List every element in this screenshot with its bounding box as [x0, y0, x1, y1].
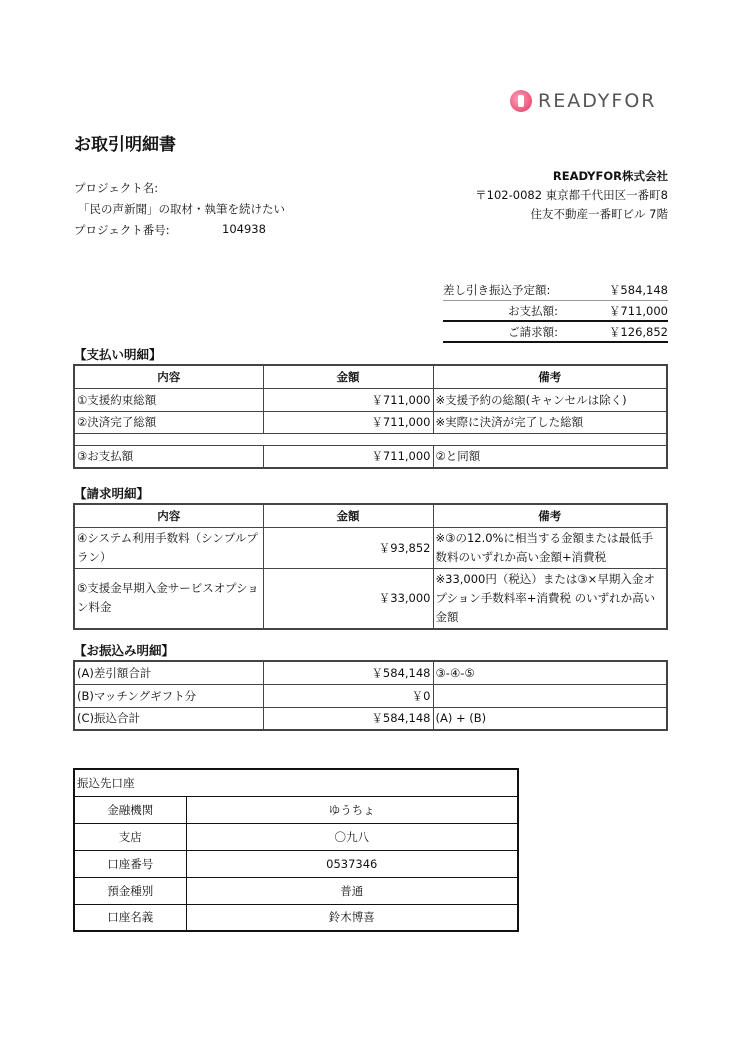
logo-text: READYFOR — [538, 90, 657, 112]
bank-value: 普通 — [186, 877, 518, 904]
company-name: READYFOR株式会社 — [552, 169, 668, 183]
project-name-label: プロジェクト名: — [74, 181, 159, 195]
summary-label: ご請求額: — [508, 324, 558, 339]
cell-amount: ￥711,000 — [263, 388, 433, 411]
table-row — [74, 796, 518, 823]
summary-value: ￥711,000 — [608, 303, 668, 318]
summary-label: 差し引き振込予定額: — [443, 283, 551, 297]
cell-content: ①支援約束総額 — [74, 388, 263, 411]
spacer-row — [74, 433, 667, 445]
cell-note: ※33,000円（税込）または③×早期入金オプション手数料率+消費税 のいずれか高い金額 — [433, 568, 667, 629]
summary-row — [443, 280, 668, 301]
bank-value: 鈴木博喜 — [186, 904, 518, 931]
billing-section-title: 【請求明細】 — [74, 486, 150, 501]
header-note: 備考 — [433, 504, 667, 527]
cell-note — [433, 684, 667, 707]
company-address-2: 住友不動産一番町ビル 7階 — [530, 207, 668, 221]
bank-account-table — [73, 768, 519, 932]
cell-amount: ￥584,148 — [263, 707, 433, 730]
cell-content: ⑤支援金早期入金サービスオプション料金 — [74, 568, 263, 629]
table-row — [74, 568, 667, 629]
bank-label: 口座番号 — [74, 850, 186, 877]
page-title: お取引明細書 — [74, 135, 176, 155]
readyfor-logo — [510, 90, 657, 112]
cell-amount: ￥584,148 — [263, 661, 433, 684]
cell-note: ②と同額 — [433, 445, 667, 468]
summary-box — [443, 280, 668, 343]
table-row — [74, 877, 518, 904]
cell-amount: ￥711,000 — [263, 411, 433, 433]
header-content: 内容 — [74, 365, 263, 388]
table-row — [74, 661, 667, 684]
header-note: 備考 — [433, 365, 667, 388]
logo-mark-icon — [510, 90, 532, 112]
cell-content: ③お支払額 — [74, 445, 263, 468]
cell-note: ※実際に決済が完了した総額 — [433, 411, 667, 433]
cell-content: ④システム利用手数料（シンプルプラン） — [74, 527, 263, 568]
table-row — [74, 445, 667, 468]
bank-value: 〇九八 — [186, 823, 518, 850]
table-row — [74, 388, 667, 411]
cell-note: ※③の12.0%に相当する金額または最低手数料のいずれか高い金額+消費税 — [433, 527, 667, 568]
bank-label: 金融機関 — [74, 796, 186, 823]
bank-label: 支店 — [74, 823, 186, 850]
cell-content: (B)マッチングギフト分 — [74, 684, 263, 707]
bank-value: 0537346 — [186, 850, 518, 877]
cell-content: ②決済完了総額 — [74, 411, 263, 433]
payment-section-title: 【支払い明細】 — [74, 347, 162, 362]
table-row — [74, 904, 518, 931]
project-id-label: プロジェクト番号: — [74, 223, 170, 237]
cell-content: (A)差引額合計 — [74, 661, 263, 684]
header-amount: 金額 — [263, 504, 433, 527]
company-address-1: 〒102-0082 東京都千代田区一番町8 — [475, 188, 668, 202]
bank-label: 口座名義 — [74, 904, 186, 931]
table-row — [74, 707, 667, 730]
cell-amount: ￥33,000 — [263, 568, 433, 629]
summary-row — [443, 301, 668, 322]
payment-table — [73, 364, 668, 469]
cell-amount: ￥93,852 — [263, 527, 433, 568]
transfer-table — [73, 660, 668, 731]
header-content: 内容 — [74, 504, 263, 527]
table-row — [74, 684, 667, 707]
bank-title: 振込先口座 — [74, 769, 518, 796]
summary-label: お支払額: — [508, 303, 558, 318]
cell-note: (A) + (B) — [433, 707, 667, 730]
cell-content: (C)振込合計 — [74, 707, 263, 730]
cell-note: ③-④-⑤ — [433, 661, 667, 684]
summary-value: ￥584,148 — [608, 283, 668, 297]
summary-row — [443, 322, 668, 343]
table-row — [74, 411, 667, 433]
project-id: 104938 — [222, 222, 266, 236]
table-row — [74, 850, 518, 877]
table-row — [74, 527, 667, 568]
billing-table — [73, 503, 668, 630]
table-row — [74, 823, 518, 850]
summary-value: ￥126,852 — [608, 324, 668, 339]
bank-value: ゆうちょ — [186, 796, 518, 823]
project-name: 「民の声新聞」の取材・執筆を続けたい — [78, 202, 285, 216]
transfer-section-title: 【お振込み明細】 — [74, 643, 175, 658]
cell-amount: ￥0 — [263, 684, 433, 707]
spacer-cell — [74, 433, 667, 445]
cell-note: ※支援予約の総額(キャンセルは除く) — [433, 388, 667, 411]
bank-label: 預金種別 — [74, 877, 186, 904]
cell-amount: ￥711,000 — [263, 445, 433, 468]
header-amount: 金額 — [263, 365, 433, 388]
